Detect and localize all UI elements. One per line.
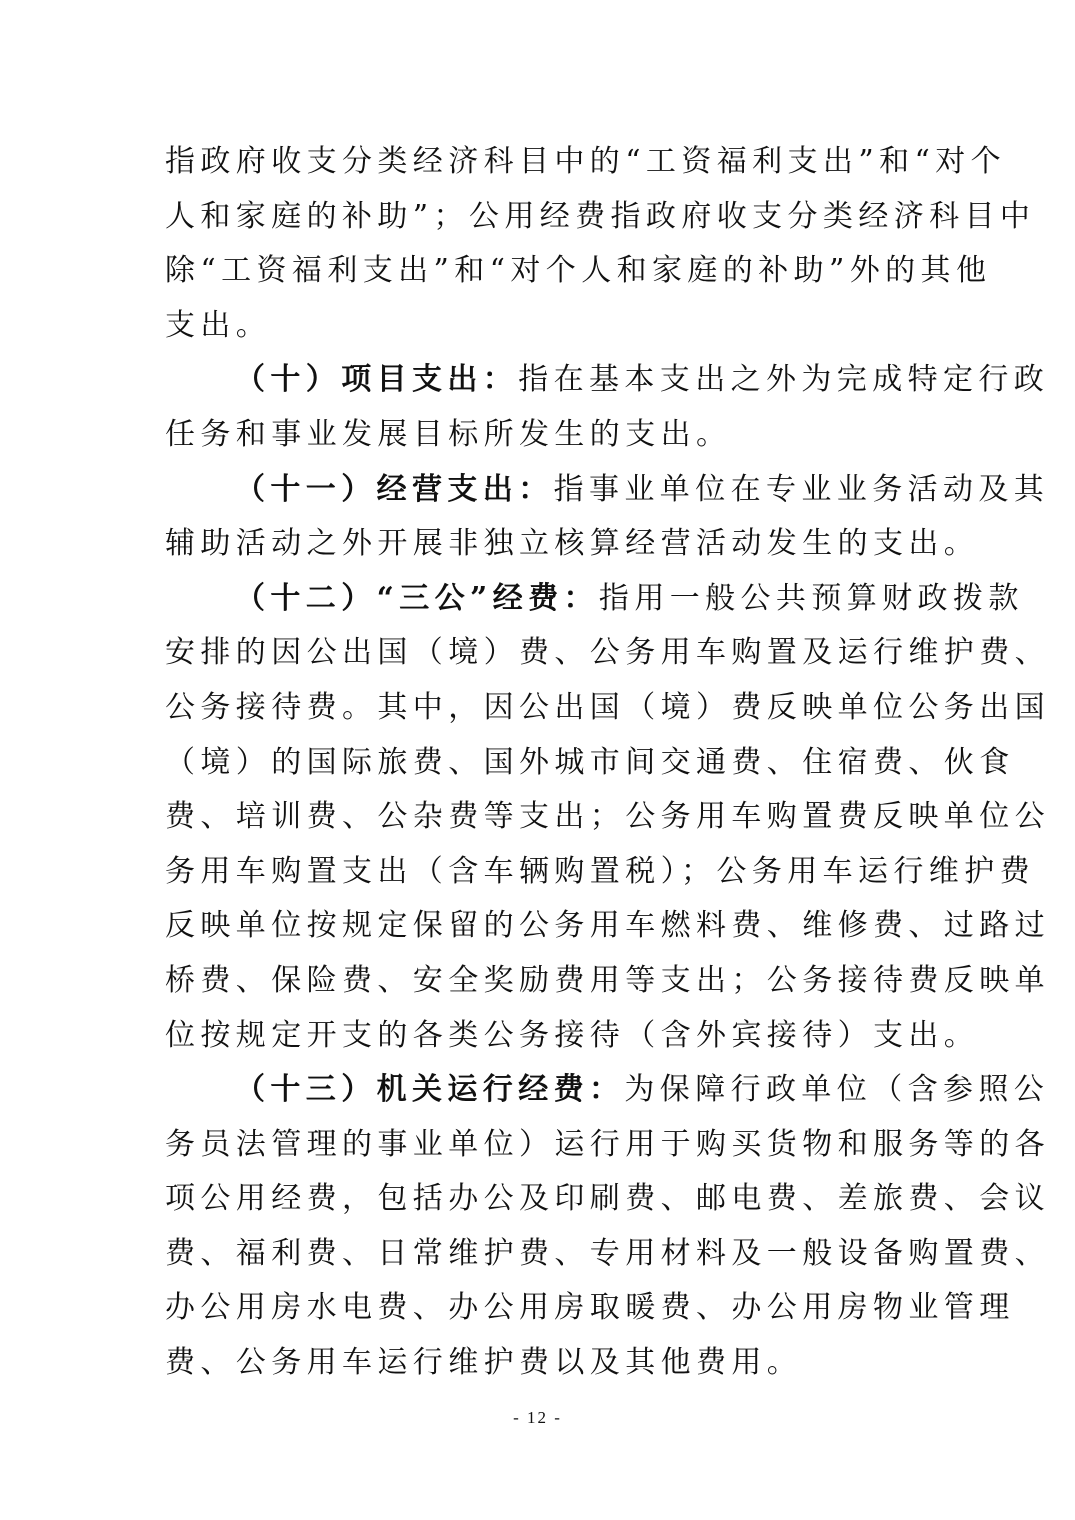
line-text: 办公用房水电费、办公用房取暖费、办公用房物业管理 <box>165 1290 1015 1326</box>
text-line <box>165 190 1036 245</box>
body-text <box>165 135 1050 1391</box>
text-line <box>165 517 980 572</box>
line-text: 人和家庭的补助”；公用经费指政府收支分类经济科目中 <box>165 198 1036 234</box>
text-line <box>165 626 1050 681</box>
line-text: 费、福利费、日常维护费、专用材料及一般设备购置费、 <box>165 1235 1050 1271</box>
text-line <box>165 1172 1050 1227</box>
line-text: 反映单位按规定保留的公务用车燃料费、维修费、过路过 <box>165 908 1050 944</box>
text-line <box>165 1336 895 1391</box>
text-line <box>165 790 1050 845</box>
text-line <box>165 1063 1050 1118</box>
term-heading: （十二）“三公”经费： <box>235 580 599 616</box>
line-text: 务员法管理的事业单位）运行用于购买货物和服务等的各 <box>165 1126 1050 1162</box>
term-heading: （十）项目支出： <box>235 362 519 398</box>
line-text: 费、公务用车运行维护费以及其他费用。 <box>165 1345 803 1381</box>
line-text: 指用一般公共预算财政拨款 <box>598 580 1024 616</box>
text-line <box>165 572 1024 627</box>
text-line <box>165 954 1050 1009</box>
line-text: 指政府收支分类经济科目中的“工资福利支出”和“对个 <box>165 144 1007 179</box>
line-text: 任务和事业发展目标所发生的支出。 <box>165 416 732 452</box>
line-text: 桥费、保险费、安全奖励费用等支出；公务接待费反映单 <box>165 962 1050 998</box>
term-heading: （十一）经营支出： <box>235 471 554 507</box>
line-text: 支出。 <box>165 307 272 343</box>
text-line <box>165 244 992 299</box>
text-line <box>165 736 1015 791</box>
text-line <box>165 899 1050 954</box>
line-text: 务用车购置支出（含车辆购置税）；公务用车运行维护费 <box>165 853 1035 889</box>
line-text: 公务接待费。其中，因公出国（境）费反映单位公务出国 <box>165 689 1050 725</box>
text-line <box>165 299 895 354</box>
text-line <box>165 135 1007 190</box>
line-text: 指在基本支出之外为完成特定行政 <box>518 362 1050 398</box>
line-text: 费、培训费、公杂费等支出；公务用车购置费反映单位公 <box>165 799 1050 835</box>
line-text: 除“工资福利支出”和“对个人和家庭的补助”外的其他 <box>165 253 992 289</box>
line-text: 安排的因公出国（境）费、公务用车购置及运行维护费、 <box>165 635 1050 671</box>
line-text: 项公用经费，包括办公及印刷费、邮电费、差旅费、会议 <box>165 1181 1050 1217</box>
text-line <box>165 845 1035 900</box>
line-text: 为保障行政单位（含参照公 <box>624 1072 1050 1108</box>
text-line <box>165 681 1050 736</box>
line-text: 位按规定开支的各类公务接待（含外宾接待）支出。 <box>165 1017 980 1053</box>
text-line <box>165 1281 1015 1336</box>
text-line <box>165 1118 1050 1173</box>
line-text: （境）的国际旅费、国外城市间交通费、住宿费、伙食 <box>165 744 1015 780</box>
line-text: 指事业单位在专业业务活动及其 <box>553 471 1050 507</box>
text-line <box>165 1227 1050 1282</box>
text-line <box>165 463 1050 518</box>
text-line <box>165 408 895 463</box>
line-text: 辅助活动之外开展非独立核算经营活动发生的支出。 <box>165 526 980 562</box>
text-line <box>165 353 1050 408</box>
page-number: - 12 - <box>513 1408 562 1427</box>
term-heading: （十三）机关运行经费： <box>235 1072 625 1108</box>
text-line <box>165 1009 980 1064</box>
